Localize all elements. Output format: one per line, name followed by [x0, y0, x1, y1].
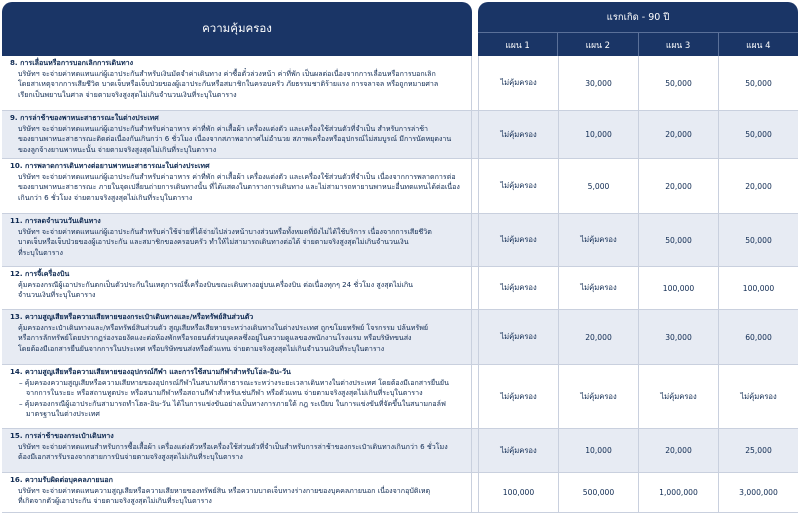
coverage-description [2, 365, 472, 429]
plan-4-value: 3,000,000 [718, 473, 798, 513]
plan-4-value: 25,000 [718, 429, 798, 473]
coverage-line: บริษัทฯ จะจ่ายค่าทดแทนแก่ผู้เอาประกันสำหรับค่าอาหาร ค่าที่พัก ค่าเสื้อผ้า เครื่องแต่งตัว และเครื่องใช้ส่วนตัวที่จำเป็น เนื่องจากการพลาดการต่อ [18, 171, 456, 181]
plan-1-value: ไม่คุ้มครอง [479, 159, 558, 214]
plan-2-value: 500,000 [558, 473, 638, 513]
plan-3-value: 50,000 [638, 56, 718, 111]
plan-values [478, 365, 798, 429]
coverage-row [2, 310, 798, 365]
plan-4-value: 50,000 [718, 214, 798, 267]
plan-4-value: ไม่คุ้มครอง [718, 365, 798, 429]
coverage-row [2, 56, 798, 111]
plan-2-value: 10,000 [558, 111, 638, 159]
plans-header [478, 2, 798, 56]
plan-4-header: แผน 4 [718, 32, 798, 56]
plan-1-header: แผน 1 [478, 32, 557, 56]
plan-1-value: ไม่คุ้มครอง [479, 214, 558, 267]
plan-3-header: แผน 3 [638, 32, 718, 56]
coverage-line: บริษัทฯ จะจ่ายค่าทดแทนแก่ผู้เอาประกันสำหรับเงินมัดจำค่าเดินทาง ค่าซื้อตั๋วล่วงหน้า ค่าที่พัก เป็นผลต่อเนื่องจากการเลื่อนหรือการบอกเลิก [18, 68, 436, 78]
coverage-title: 8. การเลื่อนหรือการบอกเลิกการเดินทาง [10, 58, 134, 67]
coverage-title: 15. การล่าช้าของกระเป๋าเดินทาง [10, 431, 114, 440]
coverage-line: บาดเจ็บหรือเจ็บป่วยของผู้เอาประกัน และสมาชิกของครอบครัว ทำให้ไม่สามารถเดินทางต่อได้ จ่ายตามจริงสูงสุดไม่เกินจำนวนเงิน [18, 237, 409, 247]
plan-4-value: 50,000 [718, 56, 798, 111]
coverage-description [2, 56, 472, 111]
coverage-description [2, 429, 472, 473]
plan-values [478, 214, 798, 267]
coverage-bullet: – คุ้มครองความสูญเสียหรือความเสียหายของอุปกรณ์กีฬาในสนามที่สาธารณะระหว่างระยะเวลาเดินทางในต่างประเทศ โดยต้องมีเอกสารยืนยัน [19, 377, 449, 387]
coverage-title: 10. การพลาดการเดินทางต่อยานพาหนะสาธารณะในต่างประเทศ [10, 161, 210, 170]
coverage-line: ที่เกิดจากตัวผู้เอาประกัน จ่ายตามจริงสูงสุดไม่เกินที่ระบุในตาราง [18, 496, 212, 506]
coverage-rows [2, 56, 798, 513]
plan-2-value: ไม่คุ้มครอง [558, 214, 638, 267]
coverage-row [2, 365, 798, 429]
coverage-line: จากการในระยะ หรือสถานทูตประ หรือสนามกีฬาหรือสถานกีฬาสำหรับเช่นกีฬา หรือตัวแทน จ่ายตามจริงสูงสุดไม่เกินที่ระบุในตาราง [26, 388, 423, 398]
coverage-line: เกินกว่า 6 ชั่วโมง จ่ายตามจริงสูงสุดไม่เกินที่ระบุในตาราง [18, 192, 193, 202]
plan-4-value: 100,000 [718, 267, 798, 310]
coverage-row [2, 111, 798, 159]
plan-2-value: ไม่คุ้มครอง [558, 365, 638, 429]
coverage-title: 14. ความสูญเสียหรือความเสียหายของอุปกรณ์กีฬา และการใช้สนามกีฬาสำหรับโอ่ล-อิน-วัน [10, 367, 291, 376]
plan-2-value: ไม่คุ้มครอง [558, 267, 638, 310]
coverage-line: คุ้มครองกระเป๋าเดินทางและ/หรือทรัพย์สินส่วนตัว สูญเสียหรือเสียหายระหว่างเดินทางในต่างประเทศ ถูกขโมยทรัพย์ โจรกรรม ปล้นทรัพย์ [18, 322, 429, 332]
coverage-table [2, 2, 798, 514]
coverage-line: มาตรฐานในต่างประเทศ [26, 409, 100, 419]
plan-3-value: 50,000 [638, 214, 718, 267]
coverage-line: โดยต้องมีเอกสารยืนยันจากการในประเทศ หรือบริษัทขนส่งหรือตัวแทน จ่ายตามจริงสูงสุดไม่เกินจำนวนเงินที่ระบุในตาราง [18, 343, 385, 353]
plan-values [478, 111, 798, 159]
coverage-row [2, 267, 798, 310]
plan-values [478, 310, 798, 365]
coverage-line: ของยานพาหนะสาธารณะ ภายในจุดเปลี่ยนถ่ายการเดินทางนั้น ที่ได้แสดงในตารางการเดินทาง และไม่สามารถหายานพาหนะอื่นทดแทนได้ต่อเนื่อง [18, 182, 460, 192]
plan-2-header: แผน 2 [557, 32, 637, 56]
coverage-row [2, 473, 798, 513]
coverage-header [2, 2, 472, 56]
coverage-line: บริษัทฯ จะจ่ายค่าทดแทนแก่ผู้เอาประกันสำหรับค่าอาหาร ค่าที่พัก ค่าเสื้อผ้า เครื่องแต่งตัว และเครื่องใช้ส่วนตัวที่จำเป็น สำหรับการล่าช้า [18, 123, 429, 133]
plan-values [478, 429, 798, 473]
plan-3-value: ไม่คุ้มครอง [638, 365, 718, 429]
coverage-description [2, 214, 472, 267]
plan-values [478, 267, 798, 310]
coverage-title: 9. การล่าช้าของพาหนะสาธารณะในต่างประเทศ [10, 113, 159, 122]
coverage-title: 11. การลดจำนวนวันเดินทาง [10, 216, 101, 225]
plan-values [478, 159, 798, 214]
plan-2-value: 10,000 [558, 429, 638, 473]
coverage-description [2, 111, 472, 159]
coverage-title: 12. การจี้เครื่องบิน [10, 269, 70, 278]
plan-3-value: 100,000 [638, 267, 718, 310]
coverage-row [2, 429, 798, 473]
coverage-bullet: – คุ้มครองกรณีผู้เอาประกันสามารถทำโฮล-อิน-วัน ได้ในการแข่งขันอย่างเป็นทางการภายใต้ กฎ ระเบียบ ในการแข่งขันที่จัดขึ้นในสนามกอล์ฟ [19, 398, 446, 408]
coverage-line: บริษัทฯ จะจ่ายค่าทดแทนความสูญเสียหรือความเสียหายของทรัพย์สิน หรือความบาดเจ็บทางร่างกายของบุคคลภายนอก เนื่องจากอุบัติเหตุ [18, 485, 431, 495]
plan-2-value: 30,000 [558, 56, 638, 111]
coverage-line: ต้องมีเอกสารรับรองจากสายการบินจ่ายตามจริงสูงสุดไม่เกินที่ระบุในตาราง [18, 452, 243, 462]
plan-3-value: 20,000 [638, 429, 718, 473]
plan-3-value: 30,000 [638, 310, 718, 365]
plan-1-value: ไม่คุ้มครอง [479, 56, 558, 111]
coverage-title: 13. ความสูญเสียหรือความเสียหายของกระเป๋าเดินทางและ/หรือทรัพย์สินส่วนตัว [10, 312, 254, 321]
plan-2-value: 20,000 [558, 310, 638, 365]
coverage-description [2, 310, 472, 365]
plan-4-value: 50,000 [718, 111, 798, 159]
plan-4-value: 20,000 [718, 159, 798, 214]
plan-values [478, 473, 798, 513]
coverage-row [2, 159, 798, 214]
coverage-description [2, 159, 472, 214]
coverage-line: ของยานพาหนะสาธารณะติดต่อเนื่องกันเกินกว่า 6 ชั่วโมง เนื่องจากสภาพอากาศไม่อำนวย สภาพเครื่องหรืออุปกรณ์ไม่สมบูรณ์ มีการนัดหยุดงาน [18, 134, 452, 144]
coverage-line: ที่ระบุในตาราง [18, 247, 63, 257]
plan-columns [478, 32, 798, 56]
coverage-line: บริษัทฯ จะจ่ายค่าทดแทนแก่ผู้เอาประกันสำหรับค่าใช้จ่ายที่ได้จ่ายไปล่วงหน้าบางส่วนหรือทั้งหมดที่ยังไม่ได้ใช้บริการ เนื่องจากการเสียชีวิต [18, 226, 432, 236]
plan-4-value: 60,000 [718, 310, 798, 365]
coverage-line: จำนวนเงินที่ระบุในตาราง [18, 290, 96, 300]
coverage-description [2, 267, 472, 310]
plan-3-value: 1,000,000 [638, 473, 718, 513]
plan-1-value: ไม่คุ้มครอง [479, 310, 558, 365]
plan-values [478, 56, 798, 111]
coverage-line: ของลูกจ้างยานพาหนะนั้น จ่ายตามจริงสูงสุดไม่เกินที่ระบุในตาราง [18, 144, 217, 154]
coverage-line: คุ้มครองกรณีผู้เอาประกันตกเป็นตัวประกันในเหตุการณ์จี้เครื่องบินขณะเดินทางอยู่บนเครื่องบิน ต่อเนื่องทุกๆ 24 ชั่วโมง สูงสุดไม่เกิน [18, 279, 413, 289]
coverage-line: โดยสาเหตุจากการเสียชีวิต บาดเจ็บหรือเจ็บป่วยของผู้เอาประกันหรือสมาชิกในครอบครัว ภัยธรรมชาติร้ายแรง การจลาจล หรือถูกหมายศาล [18, 79, 439, 89]
plan-1-value: ไม่คุ้มครอง [479, 429, 558, 473]
coverage-row [2, 214, 798, 267]
age-range-label: แรกเกิด - 90 ปี [606, 11, 670, 23]
plan-3-value: 20,000 [638, 111, 718, 159]
age-range-header [478, 2, 798, 32]
plan-1-value: ไม่คุ้มครอง [479, 111, 558, 159]
plan-3-value: 20,000 [638, 159, 718, 214]
plan-1-value: 100,000 [479, 473, 558, 513]
plan-2-value: 5,000 [558, 159, 638, 214]
plan-1-value: ไม่คุ้มครอง [479, 365, 558, 429]
coverage-description [2, 473, 472, 513]
coverage-line: หรือการลักทรัพย์โดยปรากฏร่องรอยงัดแงะต่อห้องพักหรือรถยนต์ส่วนบุคคลซึ่งอยู่ในความดูแลของพนักงานโรงแรม หรือบริษัทขนส่ง [18, 333, 412, 343]
coverage-line: บริษัทฯ จะจ่ายค่าทดแทนสำหรับการซื้อเสื้อผ้า เครื่องแต่งตัวหรือเครื่องใช้ส่วนตัวที่จำเป็นสำหรับการล่าช้าของกระเป๋าเดินทางเกินกว่า 6 ชั่วโมง [18, 441, 448, 451]
coverage-line: เรียกเป็นพยานในศาล จ่ายตามจริงสูงสุดไม่เกินจำนวนเงินที่ระบุในตาราง [18, 89, 237, 99]
coverage-header-label: ความคุ้มครอง [202, 21, 272, 35]
coverage-title: 16. ความรับผิดต่อบุคคลภายนอก [10, 475, 113, 484]
plan-1-value: ไม่คุ้มครอง [479, 267, 558, 310]
